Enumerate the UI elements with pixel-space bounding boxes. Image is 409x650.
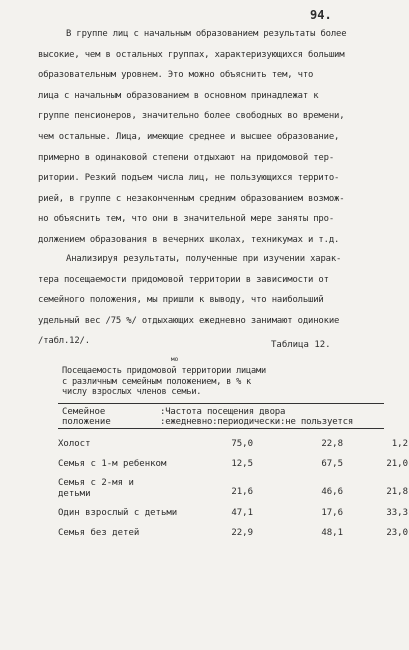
table-caption [62,366,266,398]
header-col1-line1: Семейное [62,407,106,417]
text-line: ритории. Резкий подъем числа лиц, не пользующихся террито- [38,173,340,184]
header-bottom-rule [58,428,384,429]
caption-line: Посещаемость придомовой территории лицами [62,366,266,376]
paragraph-2 [38,249,378,352]
table-label: Таблица 12. [271,340,331,350]
text-line: удельный вес /75 %/ отдыхающих ежедневно занимают одинокие [38,315,340,326]
cell-daily: 21,6 [231,487,253,497]
text-line: но объяснить тем, что они в значительной мере заняты про- [38,214,335,225]
row-label: Семья с 1-м ребенком [58,459,167,469]
header-col1-line2: положение [62,417,111,427]
text-line: примерно в одинаковой степени отдыхают на придомовой тер- [38,152,335,163]
text-line: В группе лиц с начальным образованием результаты более [66,29,347,39]
text-line: рией, в группе с незаконченным средним образованием возмож- [38,193,345,204]
cell-periodic: 67,5 [321,459,343,469]
cell-daily: 47,1 [231,508,253,518]
text-line: тера посещаемости придомовой территории в зависимости от [38,274,329,285]
text-line: /табл.12/. [38,336,90,347]
header-group-title: :Частота посещения двора [160,407,286,417]
row-label: Семья с 2-мя и детьми [58,478,134,499]
row-label: Один взрослый с детьми [58,508,178,518]
cell-never: 33,3 [386,508,408,518]
cell-never: 21,8 [386,487,408,497]
cell-daily: 75,0 [231,439,253,449]
cell-periodic: 17,6 [321,508,343,518]
text-line: Анализируя результаты, полученные при изучении харак- [66,254,342,264]
table-top-rule [58,403,384,404]
page-number: 94. [310,8,332,22]
cell-periodic: 46,6 [321,487,343,497]
row-label: Семья без детей [58,528,140,538]
cell-daily: 12,5 [231,459,253,469]
text-line: семейного положения, мы пришли к выводу, что наибольший [38,295,324,306]
text-line: лица с начальным образованием в основном принадлежат к [38,90,319,101]
caption-insertion: мо [171,356,179,363]
text-line: должением образования в вечерних школах, техникумах и т.д. [38,234,340,245]
text-line: чем остальные. Лица, имеющие среднее и высшее образование, [38,131,340,142]
text-line: высокие, чем в остальных группах, характеризующихся большим [38,49,345,60]
text-line: образовательным уровнем. Это можно объяснить тем, что [38,70,314,81]
text-line: группе пенсионеров, значительно более свободных во времени, [38,111,345,122]
cell-periodic: 22,8 [321,439,343,449]
caption-line: с различным семейным положением, в % к [62,376,252,387]
caption-line: числу взрослых членов семьи. [62,387,202,398]
paragraph-1 [38,24,378,251]
cell-periodic: 48,1 [321,528,343,538]
cell-daily: 22,9 [231,528,253,538]
cell-never: 23,0 [386,528,408,538]
header-subcolumns: :ежедневно:периодически:не пользуется [160,417,354,427]
row-label: Холост [58,439,91,449]
cell-never: 21,0 [386,459,408,469]
cell-never: 1,2 [391,439,408,449]
